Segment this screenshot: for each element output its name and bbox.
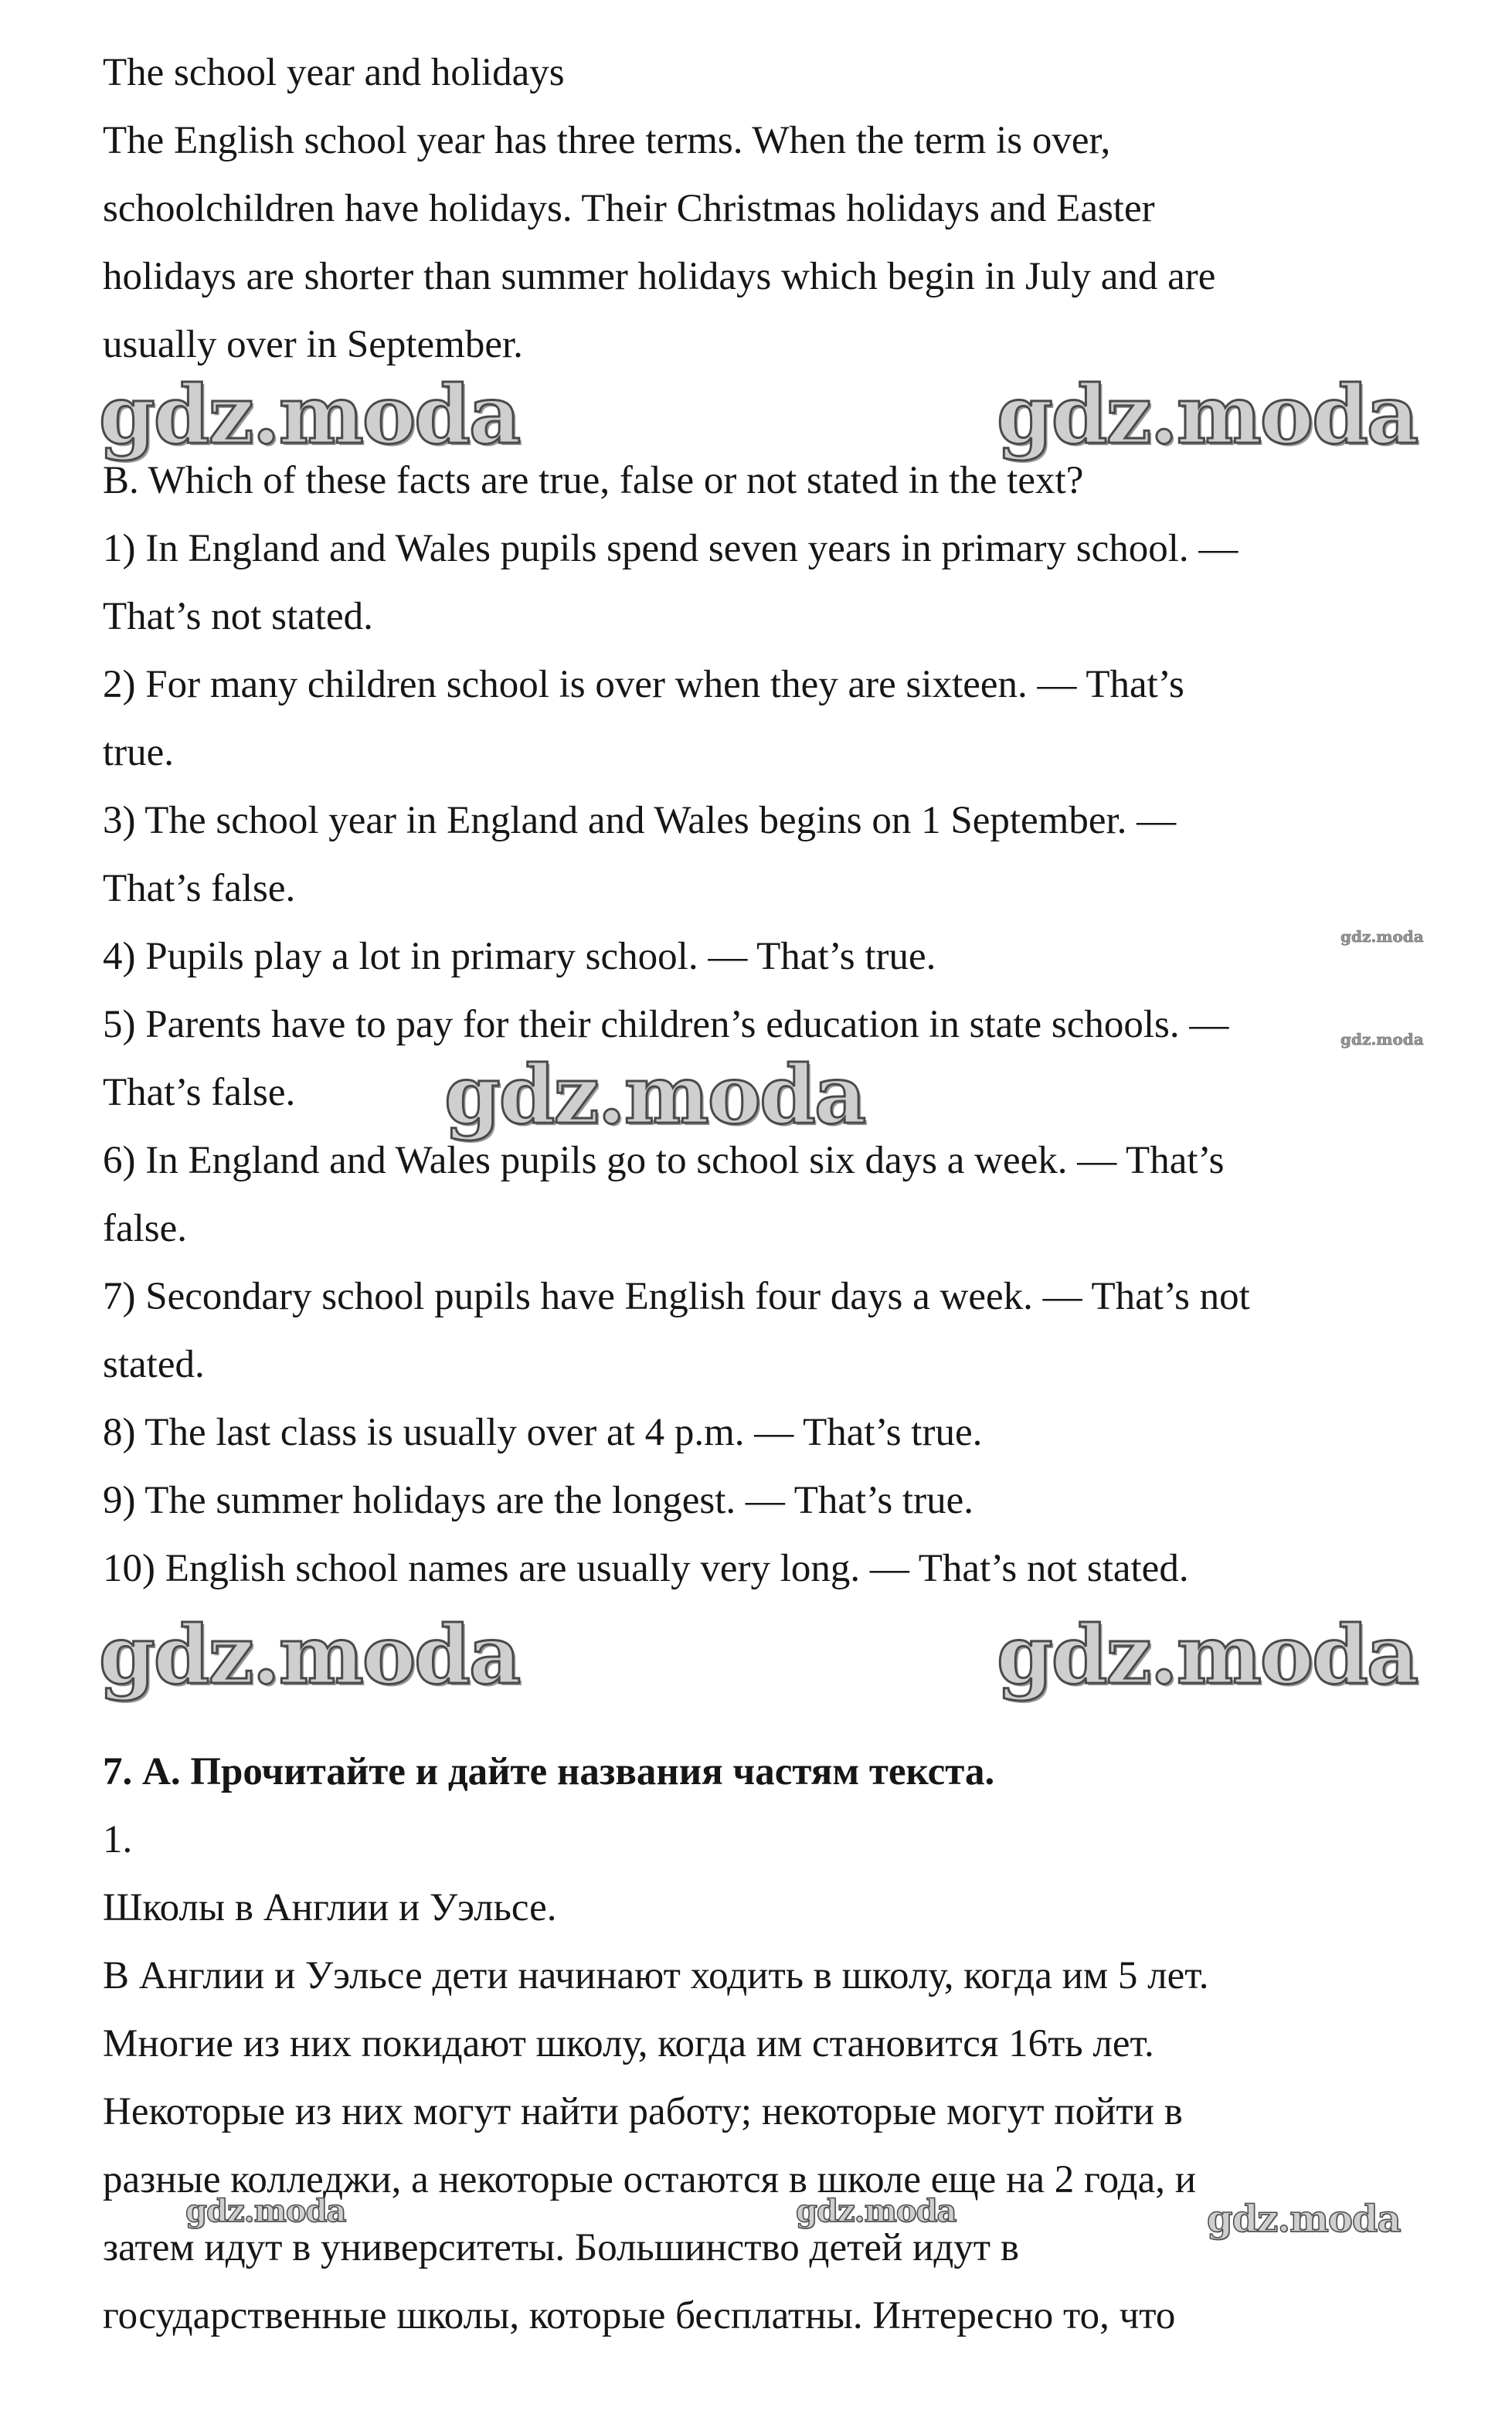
answer-line: That’s false.	[103, 867, 296, 910]
task-heading: 7. А. Прочитайте и дайте названия частям текста.	[103, 1750, 995, 1793]
answer-line: That’s not stated.	[103, 595, 373, 638]
text-line: usually over in September.	[103, 323, 523, 366]
text-line: Многие из них покидают школу, когда им становится 16ть лет.	[103, 2022, 1154, 2065]
answer-line: That’s false.	[103, 1071, 296, 1114]
watermark: gdz.moda	[796, 2193, 956, 2229]
answer-line: 10) English school names are usually very long. — That’s not stated.	[103, 1547, 1189, 1590]
watermark: gdz.moda	[997, 367, 1418, 462]
text-line: разные колледжи, а некоторые остаются в школе еще на 2 года, и	[103, 2158, 1197, 2201]
part-title: Школы в Англии и Уэльсе.	[103, 1886, 557, 1929]
answer-line: 3) The school year in England and Wales begins on 1 September. —	[103, 799, 1177, 842]
text-line: schoolchildren have holidays. Their Christmas holidays and Easter	[103, 187, 1155, 230]
watermark: gdz.moda	[1340, 927, 1424, 946]
section-title: The school year and holidays	[103, 51, 565, 94]
watermark: gdz.moda	[1207, 2198, 1401, 2241]
answer-line: 9) The summer holidays are the longest. — That’s true.	[103, 1479, 973, 1522]
answer-line: true.	[103, 731, 175, 774]
answer-line: 8) The last class is usually over at 4 p.m. — That’s true.	[103, 1411, 983, 1454]
answer-line: 2) For many children school is over when they are sixteen. — That’s	[103, 663, 1184, 706]
answer-line: stated.	[103, 1343, 205, 1386]
answer-line: false.	[103, 1207, 188, 1250]
exercise-heading: B. Which of these facts are true, false or not stated in the text?	[103, 459, 1084, 502]
text-line: В Англии и Уэльсе дети начинают ходить в школу, когда им 5 лет.	[103, 1954, 1209, 1997]
answer-line: 5) Parents have to pay for their children’s education in state schools. —	[103, 1003, 1229, 1046]
watermark: gdz.moda	[99, 367, 520, 462]
text-line: The English school year has three terms. When the term is over,	[103, 119, 1111, 162]
watermark: gdz.moda	[99, 1607, 520, 1702]
text-line: затем идут в университеты. Большинство детей идут в	[103, 2226, 1019, 2269]
watermark: gdz.moda	[185, 2193, 346, 2229]
watermark: gdz.moda	[444, 1047, 865, 1142]
text-line: государственные школы, которые бесплатны. Интересно то, что	[103, 2294, 1176, 2337]
answer-line: 4) Pupils play a lot in primary school. — That’s true.	[103, 935, 936, 978]
watermark: gdz.moda	[997, 1607, 1418, 1702]
text-line: Некоторые из них могут найти работу; некоторые могут пойти в	[103, 2090, 1183, 2133]
watermark: gdz.moda	[1340, 1030, 1424, 1049]
answer-line: 7) Secondary school pupils have English four days a week. — That’s not	[103, 1275, 1250, 1318]
answer-line: 6) In England and Wales pupils go to school six days a week. — That’s	[103, 1139, 1225, 1182]
part-number: 1.	[103, 1818, 133, 1861]
text-line: holidays are shorter than summer holidays which begin in July and are	[103, 255, 1216, 298]
answer-line: 1) In England and Wales pupils spend seven years in primary school. —	[103, 527, 1238, 570]
